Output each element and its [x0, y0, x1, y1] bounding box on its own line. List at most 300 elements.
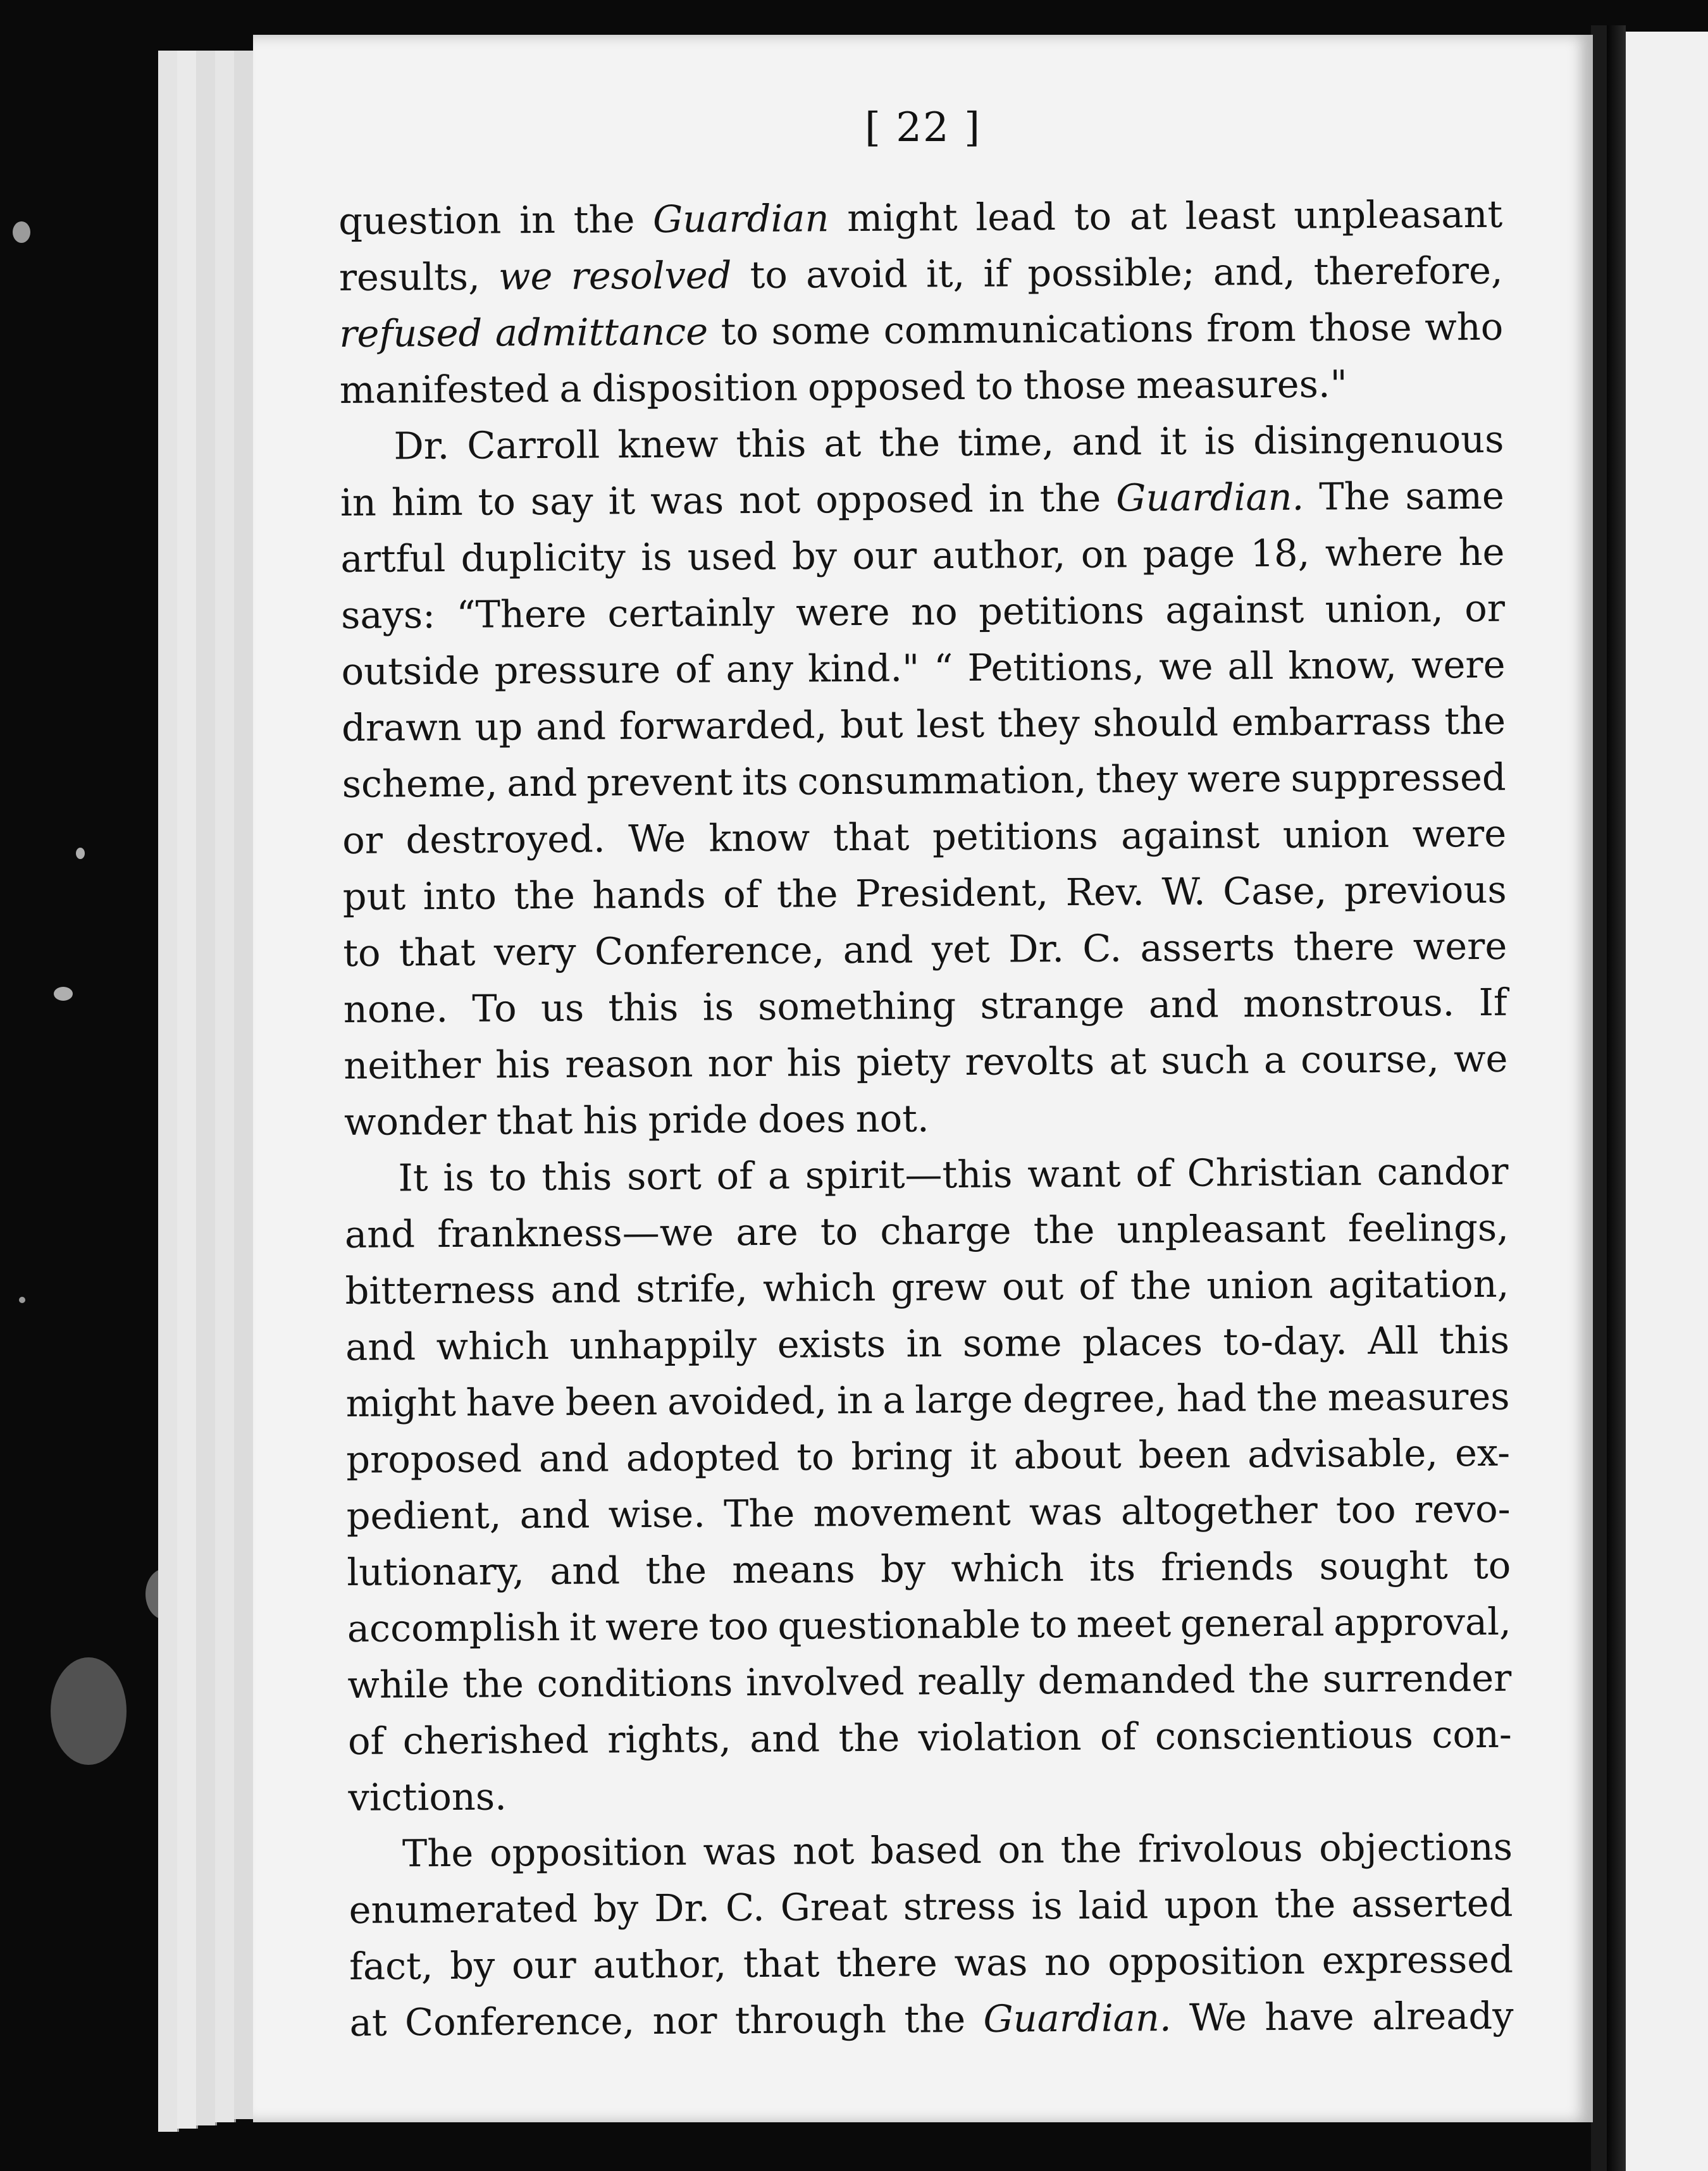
- word: The: [723, 1491, 795, 1536]
- word: to: [721, 309, 759, 354]
- word: none.: [343, 986, 449, 1031]
- word: that: [496, 1098, 573, 1143]
- word: avoid: [805, 252, 908, 297]
- text-line: [347, 1650, 1512, 1713]
- scan-speck: [19, 1297, 25, 1303]
- word: by: [450, 1943, 495, 1988]
- word: says:: [340, 593, 436, 637]
- word: To: [472, 986, 517, 1030]
- word: petitions: [978, 588, 1144, 633]
- word: there: [836, 1941, 938, 1986]
- word: lead: [975, 195, 1056, 239]
- word: involved: [745, 1659, 905, 1705]
- text-line: [343, 1030, 1508, 1094]
- word: unpleasant: [1294, 192, 1503, 237]
- word: in: [836, 1378, 873, 1423]
- word: advisable,: [1247, 1431, 1439, 1476]
- word: this: [1439, 1318, 1510, 1363]
- word: Dr.: [393, 423, 450, 468]
- word: We: [628, 816, 686, 861]
- text-line: [347, 1481, 1511, 1544]
- word: exists: [777, 1321, 886, 1366]
- word: there: [1293, 924, 1395, 969]
- word: know,: [1288, 643, 1397, 688]
- word: prevent: [586, 760, 733, 805]
- word: by: [593, 1886, 639, 1931]
- word: author,: [593, 1942, 727, 1987]
- word: the: [573, 197, 635, 242]
- word: up: [474, 705, 523, 749]
- word: is: [641, 535, 672, 579]
- word: too: [708, 1604, 769, 1648]
- word: is: [1031, 1884, 1063, 1928]
- word: pride: [648, 1098, 748, 1142]
- word: this: [608, 985, 679, 1030]
- word: bring: [851, 1434, 953, 1479]
- word: “: [934, 646, 953, 690]
- word: this: [541, 1154, 612, 1199]
- word: the: [1274, 1882, 1336, 1927]
- word: not: [792, 1829, 855, 1873]
- page-number: [ 22 ]: [864, 104, 982, 151]
- word: President,: [855, 870, 1049, 916]
- word: enumerated: [349, 1886, 578, 1932]
- word: opposed: [815, 476, 974, 522]
- text-line: [338, 186, 1503, 249]
- word: forwarded,: [619, 703, 827, 748]
- word: page: [1142, 531, 1235, 576]
- word: the: [462, 1662, 524, 1706]
- word: his: [786, 1041, 842, 1085]
- word: demanded: [1037, 1657, 1235, 1703]
- word: con-: [1432, 1712, 1513, 1757]
- word: kind.": [807, 646, 920, 691]
- word: opposition: [1108, 1938, 1306, 1984]
- word: no: [1044, 1939, 1091, 1984]
- word: put: [342, 874, 406, 918]
- word: measures.": [1136, 362, 1347, 407]
- gutter-shade: [1607, 25, 1626, 2171]
- facing-page-edge: [1626, 32, 1708, 2171]
- word: too: [1335, 1487, 1396, 1532]
- word: outside: [341, 648, 480, 693]
- word: in: [519, 197, 556, 242]
- text-line: [342, 693, 1506, 756]
- text-line: [344, 1087, 1509, 1150]
- word: was: [650, 478, 724, 523]
- word: questionable: [777, 1602, 1021, 1648]
- word: to: [343, 931, 381, 975]
- word: and,: [1213, 249, 1296, 294]
- word: might: [345, 1380, 457, 1425]
- word: It: [398, 1156, 428, 1200]
- word: of: [1079, 1264, 1115, 1308]
- word: were: [795, 590, 890, 634]
- word: destroyed.: [405, 817, 605, 862]
- page-edge: [158, 51, 179, 2132]
- word: of: [1099, 1714, 1137, 1759]
- word: least: [1185, 193, 1276, 238]
- word: all: [1227, 643, 1274, 688]
- word: the: [1248, 1657, 1310, 1702]
- text-line: [345, 1312, 1510, 1375]
- text-line: [340, 524, 1505, 587]
- text-line: [349, 1931, 1514, 1995]
- word: communications: [883, 306, 1194, 352]
- word: from: [1206, 306, 1296, 350]
- word: pressure: [494, 647, 661, 693]
- word: refused: [339, 311, 483, 356]
- word: manifested: [339, 366, 550, 412]
- word: at: [824, 421, 862, 466]
- text-line: [346, 1425, 1511, 1488]
- body-text: [338, 186, 1514, 2051]
- word: possible;: [1027, 250, 1195, 295]
- word: victions.: [348, 1774, 507, 1819]
- word: admittance: [495, 309, 709, 355]
- word: sort: [626, 1154, 702, 1199]
- paragraph: [340, 411, 1508, 1150]
- word: some: [771, 308, 871, 353]
- word: his: [495, 1042, 551, 1087]
- text-line: [339, 242, 1504, 306]
- word: by: [880, 1547, 926, 1591]
- word: avoided,: [667, 1378, 827, 1423]
- text-line: [344, 1143, 1509, 1206]
- word: those: [1023, 363, 1127, 408]
- word: the: [514, 873, 576, 918]
- word: conscientious: [1154, 1712, 1414, 1759]
- word: the: [1130, 1263, 1192, 1308]
- word: but: [839, 702, 903, 747]
- word: the: [1039, 476, 1101, 521]
- word: unhappily: [569, 1322, 757, 1368]
- word: was: [703, 1829, 777, 1874]
- word: should: [1092, 700, 1219, 745]
- text-line: [349, 1819, 1513, 1882]
- word: they: [997, 701, 1080, 746]
- word: our: [852, 533, 917, 578]
- word: altogether: [1120, 1488, 1318, 1533]
- word: or: [1464, 586, 1506, 631]
- text-line: [345, 1256, 1509, 1319]
- word: nor: [652, 1998, 717, 2043]
- text-line: [349, 1875, 1513, 1938]
- word: neither: [343, 1042, 481, 1087]
- word: revolts: [965, 1039, 1095, 1084]
- word: about: [1013, 1433, 1122, 1478]
- word: rights,: [607, 1717, 732, 1762]
- word: been: [565, 1379, 658, 1424]
- word: to: [1029, 1602, 1068, 1647]
- word: author,: [932, 532, 1066, 578]
- word: bitterness: [345, 1268, 536, 1313]
- word: Conference,: [594, 928, 825, 974]
- word: its: [741, 759, 788, 804]
- word: they: [1096, 757, 1179, 801]
- word: surrender: [1322, 1655, 1512, 1701]
- word: his: [583, 1098, 638, 1142]
- word: a: [882, 1378, 905, 1422]
- word: large: [915, 1377, 1013, 1422]
- word: the: [1060, 1827, 1122, 1872]
- text-line: [345, 1368, 1510, 1432]
- text-line: [340, 467, 1505, 531]
- word: already: [1371, 1993, 1514, 2039]
- word: of: [674, 647, 712, 691]
- word: to-day.: [1223, 1319, 1348, 1364]
- word: pedient,: [346, 1493, 502, 1538]
- word: on: [998, 1828, 1045, 1872]
- word: it,: [925, 251, 965, 296]
- word: frivolous: [1137, 1826, 1303, 1871]
- word: laid: [1078, 1883, 1149, 1927]
- text-line: [342, 805, 1507, 869]
- word: conditions: [536, 1661, 733, 1706]
- word: really: [917, 1659, 1025, 1704]
- word: the: [838, 1716, 900, 1760]
- paragraph: [338, 186, 1504, 418]
- word: previous: [1344, 867, 1507, 913]
- scan-speck: [51, 1657, 127, 1765]
- word: strange: [980, 982, 1125, 1027]
- word: us: [540, 986, 585, 1030]
- word: petitions: [932, 813, 1098, 859]
- word: asserts: [1140, 925, 1275, 970]
- word: based: [870, 1828, 982, 1872]
- word: into: [423, 874, 497, 918]
- word: the: [776, 872, 838, 916]
- word: Rev.: [1065, 870, 1145, 914]
- word: unpleasant: [1117, 1206, 1326, 1252]
- word: had: [1176, 1376, 1247, 1420]
- word: time,: [957, 420, 1055, 465]
- word: in: [906, 1321, 943, 1366]
- word: measures: [1327, 1374, 1510, 1420]
- word: and: [1072, 419, 1142, 464]
- word: was: [1029, 1489, 1103, 1534]
- word: on: [1080, 532, 1128, 576]
- word: wise.: [608, 1492, 706, 1537]
- word: and: [507, 760, 578, 805]
- word: not.: [855, 1096, 929, 1141]
- word: and: [345, 1325, 416, 1369]
- word: of: [716, 1154, 753, 1198]
- word: we: [498, 254, 553, 299]
- word: which: [951, 1546, 1065, 1591]
- word: a: [767, 1153, 791, 1197]
- word: W.: [1161, 869, 1206, 914]
- word: were: [605, 1604, 700, 1649]
- word: lest: [916, 702, 985, 746]
- text-line: [342, 749, 1506, 812]
- word: in: [340, 480, 377, 524]
- word: Guardian.: [1116, 474, 1304, 520]
- word: frankness—we: [437, 1210, 714, 1256]
- word: where: [1325, 530, 1444, 575]
- text-line: [341, 636, 1506, 700]
- word: embarrass: [1231, 699, 1432, 745]
- word: union: [1282, 812, 1390, 857]
- word: The: [402, 1831, 474, 1876]
- word: the: [904, 1997, 966, 2041]
- word: are: [736, 1209, 798, 1254]
- word: at: [1129, 194, 1167, 238]
- word: C.: [725, 1885, 765, 1930]
- word: nor: [707, 1041, 772, 1086]
- word: been: [1138, 1432, 1231, 1477]
- word: Great: [780, 1884, 888, 1929]
- word: to: [478, 479, 516, 524]
- word: and: [519, 1492, 590, 1537]
- word: question: [338, 198, 502, 243]
- word: of: [722, 872, 760, 917]
- word: the: [645, 1548, 707, 1593]
- word: and: [535, 704, 607, 749]
- word: to: [1473, 1543, 1511, 1588]
- word: Guardian: [652, 196, 829, 241]
- word: to: [975, 364, 1013, 408]
- word: stress: [903, 1884, 1016, 1929]
- word: say: [530, 479, 593, 524]
- word: charge: [880, 1208, 1012, 1253]
- word: against: [1165, 587, 1304, 633]
- word: C.: [1082, 926, 1122, 970]
- word: sought: [1319, 1543, 1448, 1588]
- word: not: [738, 478, 801, 523]
- word: places: [1082, 1320, 1203, 1364]
- word: its: [1089, 1545, 1136, 1590]
- word: him: [391, 479, 463, 524]
- word: any: [726, 646, 794, 691]
- word: union: [1206, 1263, 1314, 1308]
- word: want: [1027, 1151, 1121, 1196]
- word: Christian: [1187, 1150, 1363, 1195]
- word: fact,: [349, 1944, 433, 1988]
- word: opposition: [489, 1829, 688, 1875]
- word: knew: [617, 422, 719, 467]
- word: have: [466, 1380, 556, 1425]
- word: that: [743, 1941, 820, 1986]
- word: hands: [592, 872, 706, 917]
- word: disposition: [591, 365, 798, 411]
- word: reason: [565, 1041, 693, 1086]
- word: a: [559, 366, 582, 411]
- word: were: [1411, 642, 1506, 687]
- word: to: [820, 1209, 858, 1254]
- word: were: [1413, 924, 1507, 968]
- word: to: [489, 1155, 527, 1199]
- word: The: [1319, 474, 1390, 519]
- text-line: [347, 1537, 1511, 1600]
- text-line: [340, 411, 1504, 474]
- word: Carroll: [467, 423, 600, 467]
- word: to: [796, 1435, 834, 1479]
- word: certainly: [607, 590, 775, 636]
- text-line: [345, 1199, 1509, 1263]
- word: which: [436, 1324, 550, 1369]
- word: and: [750, 1716, 820, 1761]
- word: friends: [1161, 1544, 1294, 1590]
- word: or: [342, 818, 383, 862]
- word: that: [832, 815, 910, 860]
- word: cherished: [402, 1717, 589, 1763]
- word: and: [538, 1436, 610, 1481]
- word: suppressed: [1290, 755, 1506, 800]
- word: it: [969, 1433, 997, 1478]
- word: know: [709, 815, 810, 860]
- page-edge: [196, 51, 217, 2125]
- word: union,: [1325, 586, 1444, 631]
- word: and: [843, 927, 913, 972]
- word: Guardian.: [983, 1996, 1172, 2041]
- word: it: [608, 479, 636, 523]
- word: piety: [856, 1040, 951, 1085]
- word: candor: [1377, 1149, 1509, 1194]
- scan-speck: [54, 987, 73, 1001]
- word: have: [1265, 1995, 1354, 2039]
- word: he: [1458, 529, 1505, 574]
- word: feelings,: [1347, 1205, 1509, 1251]
- word: grew: [891, 1265, 987, 1309]
- word: adopted: [626, 1435, 780, 1480]
- word: asserted: [1351, 1881, 1513, 1926]
- word: and: [344, 1212, 416, 1256]
- word: drawn: [341, 705, 462, 750]
- word: and: [550, 1549, 621, 1593]
- word: that: [399, 930, 476, 975]
- word: upon: [1164, 1883, 1259, 1927]
- word: general: [1180, 1600, 1325, 1645]
- text-line: [343, 918, 1507, 981]
- word: against: [1120, 813, 1260, 858]
- text-line: [347, 1593, 1512, 1657]
- text-line: [343, 862, 1507, 925]
- text-line: [343, 974, 1508, 1037]
- word: results,: [338, 254, 481, 299]
- word: opposed: [807, 364, 966, 409]
- page-edge: [234, 51, 255, 2119]
- word: disingenuous: [1253, 417, 1504, 463]
- word: wonder: [343, 1099, 487, 1144]
- word: lutionary,: [347, 1549, 525, 1594]
- word: 18,: [1250, 531, 1310, 576]
- word: If: [1478, 980, 1507, 1025]
- word: and: [550, 1267, 621, 1311]
- word: resolved: [571, 253, 732, 298]
- word: something: [757, 984, 956, 1029]
- word: which: [762, 1265, 876, 1310]
- word: strife,: [636, 1266, 748, 1311]
- book-page: [253, 35, 1593, 2122]
- word: Petitions,: [967, 645, 1145, 690]
- word: Dr.: [1008, 927, 1065, 971]
- word: ex-: [1454, 1430, 1511, 1475]
- word: We: [1189, 1995, 1247, 2039]
- word: yet: [931, 927, 991, 972]
- word: consummation,: [797, 757, 1087, 803]
- word: proposed: [346, 1437, 523, 1481]
- word: meet: [1076, 1602, 1172, 1646]
- word: to: [750, 252, 788, 297]
- word: the: [879, 421, 941, 465]
- paragraph: [349, 1819, 1514, 2051]
- word: duplicity: [461, 535, 626, 580]
- word: by: [791, 534, 838, 578]
- word: is: [702, 985, 734, 1029]
- paragraph: [344, 1143, 1512, 1826]
- text-line: [349, 1988, 1514, 2051]
